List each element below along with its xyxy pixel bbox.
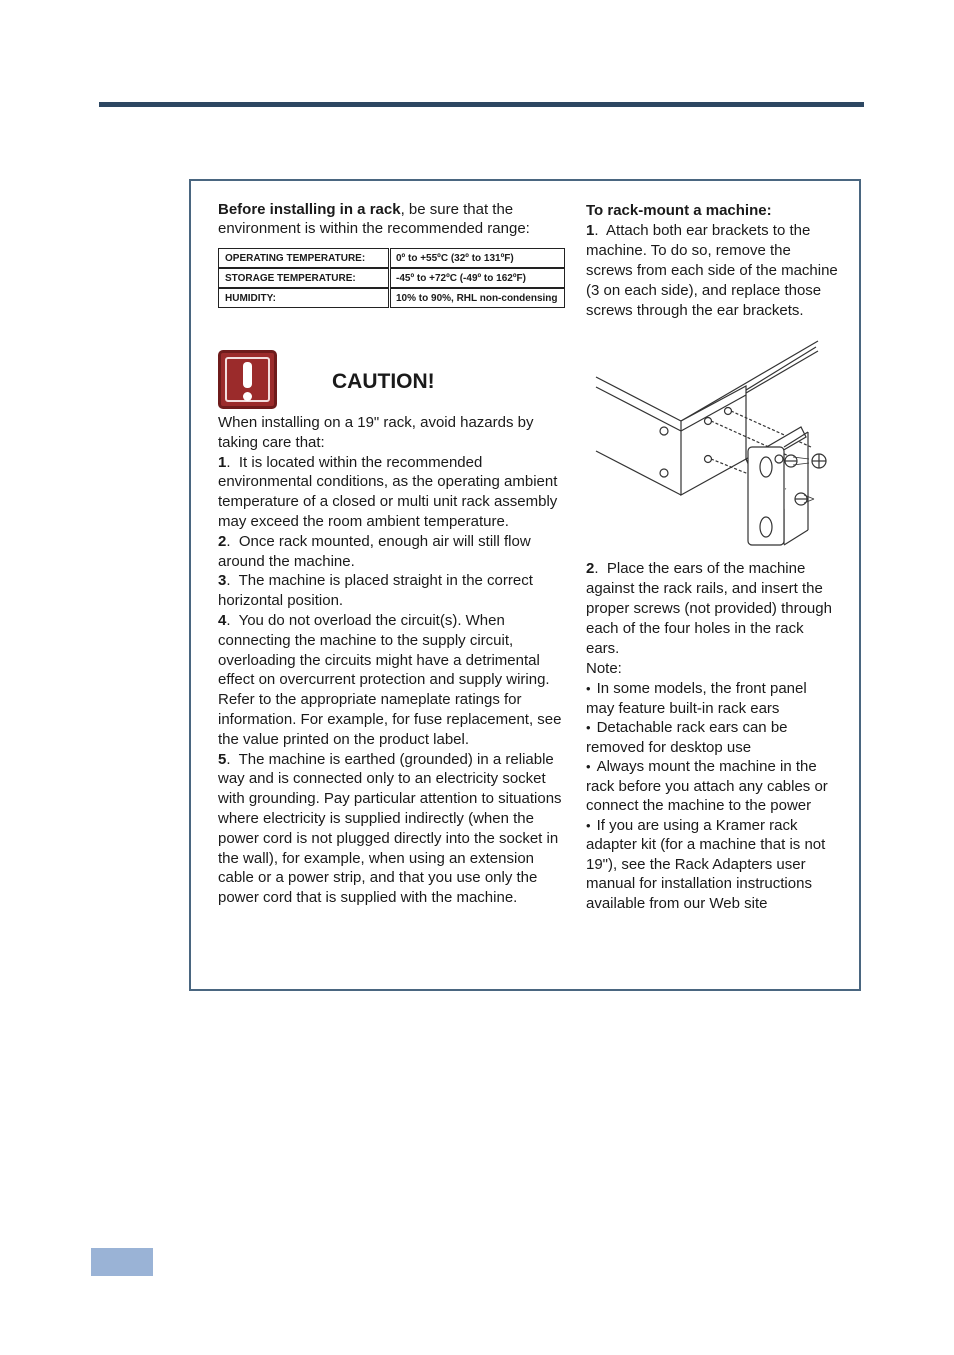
exclamation-warning-icon — [218, 350, 277, 409]
env-value: -45º to +72ºC (-49º to 162ºF) — [390, 268, 565, 288]
intro-text — [218, 201, 568, 238]
env-label: HUMIDITY: — [218, 288, 389, 308]
env-label: STORAGE TEMPERATURE: — [218, 268, 389, 288]
table-row — [218, 248, 565, 268]
table-row — [218, 288, 565, 308]
list-item: 2. Once rack mounted, enough air will still flow around the machine. — [218, 532, 531, 570]
env-value: 10% to 90%, RHL non-condensing — [390, 288, 565, 308]
list-item: • Detachable rack ears can be removed for desktop use — [586, 718, 838, 757]
caution-text — [218, 413, 568, 908]
note-label: Note: — [586, 660, 622, 677]
notes-list — [586, 679, 838, 913]
header-rule — [99, 102, 864, 107]
env-value: 0º to +55ºC (32º to 131ºF) — [390, 248, 565, 268]
caution-header — [218, 350, 568, 410]
rack-ear-bracket-diagram — [586, 339, 836, 559]
page-number-tab — [91, 1248, 153, 1276]
rack-mount-heading: To rack-mount a machine: — [586, 202, 772, 219]
rack-mount-steps — [586, 201, 838, 321]
list-item: 3. The machine is placed straight in the correct horizontal position. — [218, 572, 533, 610]
step-2: 2. Place the ears of the machine against the rack rails, and insert the proper screws (not provided) through each of the four holes in the rack ears. — [586, 560, 832, 657]
rack-mount-step-2 — [586, 559, 838, 679]
caution-title: CAUTION! — [332, 370, 435, 393]
list-item: 5. The machine is earthed (grounded) in a reliable way and is connected only to an electricity socket with grounding. Pay particular attention to situations where electricity is supplied indirectly (when the power cord is not plugged directly into the socket in the wall), for example, when using an extension cable or a power strip, and that you use only the power cord that is supplied with the machine. — [218, 750, 562, 907]
step-1: 1. Attach both ear brackets to the machine. To do so, remove the screws from each side of the machine (3 on each side), and replace those screws through the ear brackets. — [586, 222, 838, 319]
list-item: • Always mount the machine in the rack before you attach any cables or connect the machine to the power — [586, 757, 838, 816]
rack-mounting-panel — [189, 179, 861, 991]
env-label: OPERATING TEMPERATURE: — [218, 248, 389, 268]
intro-bold: Before installing in a rack — [218, 201, 401, 218]
list-item: • In some models, the front panel may feature built-in rack ears — [586, 679, 838, 718]
environment-table — [218, 248, 565, 308]
left-column — [218, 201, 568, 908]
list-item: 4. You do not overload the circuit(s). When connecting the machine to the supply circuit, overloading the circuits might have a detrimental effect on overcurrent protection and supply wiring. Refer to the appropriate nameplate ratings for information. For example, for fuse replacement, see the value printed on the product label. — [218, 611, 562, 748]
list-item: 1. It is located within the recommended environmental conditions, as the operating ambient temperature of a closed or multi unit rack assembly may exceed the room ambient temperature. — [218, 453, 558, 530]
intro-rest: , be sure that the environment is within the recommended range: — [218, 201, 530, 237]
right-column — [586, 201, 838, 913]
list-item: • If you are using a Kramer rack adapter kit (for a machine that is not 19"), see the Rack Adapters user manual for installation instructions available from our Web site — [586, 816, 838, 914]
caution-lead: When installing on a 19" rack, avoid hazards by taking care that: — [218, 414, 534, 451]
table-row — [218, 268, 565, 288]
